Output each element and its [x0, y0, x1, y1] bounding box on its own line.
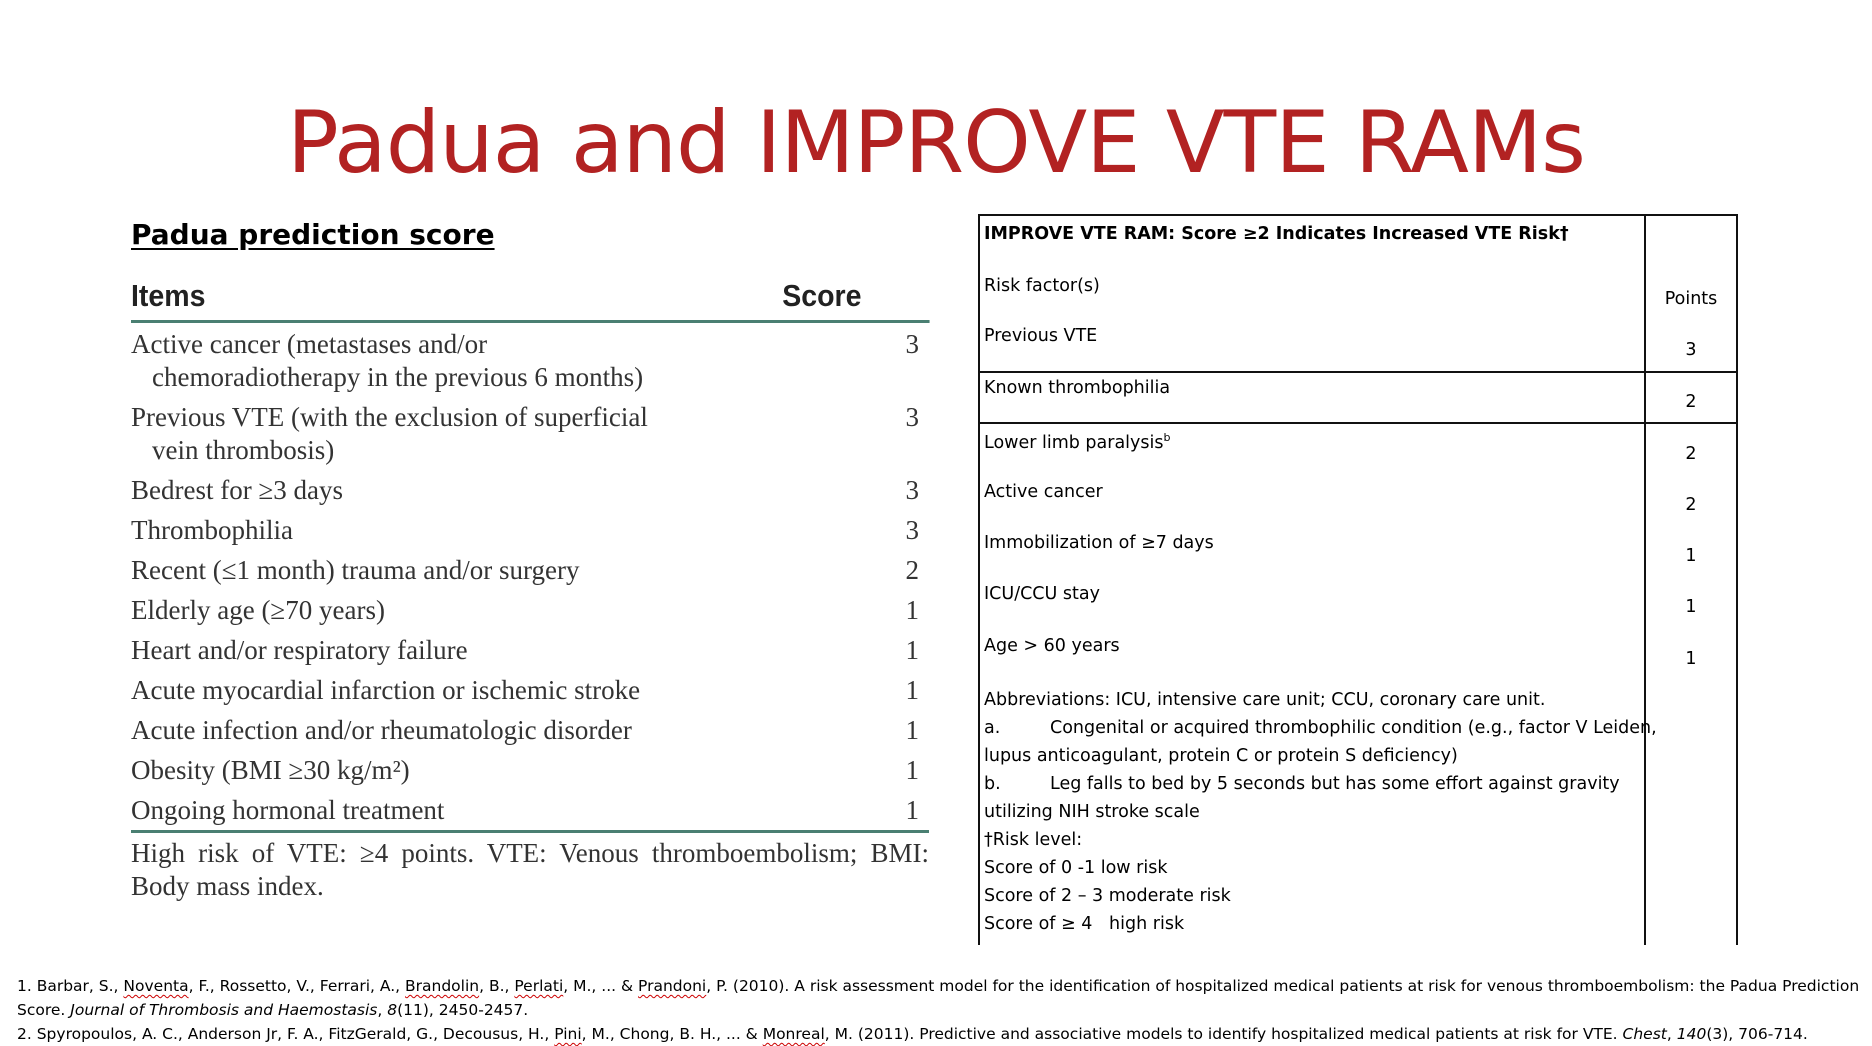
references: [17, 974, 1867, 1046]
padua-row: [131, 328, 929, 394]
padua-item: [131, 554, 871, 587]
risk-factor-label: Active cancer: [984, 482, 1103, 502]
risk-factor-label: Lower limb paralysis: [984, 432, 1164, 453]
padua-table-header: [131, 276, 930, 323]
row-divider: [980, 422, 1736, 424]
padua-item: [131, 634, 871, 667]
padua-item: [131, 794, 871, 827]
improve-risk-factor: [984, 326, 1097, 346]
padua-item-line1: Recent (≤1 month) trauma and/or surgery: [131, 555, 580, 585]
padua-score: 2: [905, 555, 919, 585]
column-divider: [1644, 216, 1646, 945]
padua-row: [131, 474, 929, 507]
padua-score: 1: [905, 595, 919, 625]
risk-factor-column-header: Risk factor(s): [984, 276, 1100, 296]
improve-points: 1: [1685, 546, 1697, 566]
padua-row: [131, 714, 929, 747]
improve-points: 3: [1685, 340, 1697, 360]
reference-2: 2. Spyropoulos, A. C., Anderson Jr, F. A., FitzGerald, G., Decousus, H., Pini, M., Chong, B. H., ... & Monreal, M. (2011). Predictive and associative models to identify hospitalized medical patients at risk for VTE. Chest, 140(3), 706-714.: [17, 1025, 1808, 1043]
footnote-marker: b: [1163, 431, 1171, 444]
padua-footnote: High risk of VTE: ≥4 points. VTE: Venous thromboembolism; BMI: Body mass index.: [131, 830, 929, 903]
padua-table: [131, 276, 929, 903]
improve-risk-factor: [984, 431, 1170, 453]
padua-item: [131, 674, 871, 707]
padua-item: [131, 474, 871, 507]
risk-high: Score of ≥ 4 high risk: [984, 914, 1185, 934]
score-column-header: Score: [782, 278, 862, 313]
padua-item-line1: Active cancer (metastases and/or: [131, 329, 488, 359]
padua-score: 3: [905, 329, 919, 359]
risk-level-label: †Risk level:: [984, 830, 1083, 850]
padua-row: [131, 554, 929, 587]
padua-item-line1: Heart and/or respiratory failure: [131, 635, 468, 665]
padua-score: 1: [905, 715, 919, 745]
risk-factor-label: Previous VTE: [984, 326, 1098, 346]
padua-item-line1: Acute myocardial infarction or ischemic stroke: [131, 675, 641, 705]
padua-item-line1: Thrombophilia: [131, 515, 293, 545]
padua-row: [131, 794, 929, 827]
padua-score: 3: [905, 402, 919, 432]
improve-risk-factor: [984, 378, 1170, 398]
padua-item-line2: chemoradiotherapy in the previous 6 months): [152, 362, 644, 392]
note-a-line2: lupus anticoagulant, protein C or protein S deficiency): [984, 746, 1458, 766]
points-column-header: Points: [1664, 289, 1718, 309]
items-column-header: Items: [131, 278, 206, 313]
note-b-line2: utilizing NIH stroke scale: [984, 802, 1200, 822]
improve-points: 2: [1685, 392, 1697, 412]
padua-item-line1: Bedrest for ≥3 days: [131, 475, 344, 505]
padua-item: [131, 754, 871, 787]
improve-header: IMPROVE VTE RAM: Score ≥2 Indicates Increased VTE Risk†: [984, 224, 1569, 244]
padua-heading: Padua prediction score: [131, 218, 495, 251]
improve-points: 2: [1685, 495, 1697, 515]
padua-item-line2: vein thrombosis): [152, 435, 335, 465]
padua-row: [131, 594, 929, 627]
risk-factor-label: Immobilization of ≥7 days: [984, 533, 1214, 553]
padua-item: [131, 714, 871, 747]
improve-points: 1: [1685, 597, 1697, 617]
padua-item-line1: Obesity (BMI ≥30 kg/m²): [131, 755, 410, 785]
reference-1: 1. Barbar, S., Noventa, F., Rossetto, V., Ferrari, A., Brandolin, B., Perlati, M., ... & Prandoni, P. (2010). A risk assessment model for the identification of hospitalized medical patients at risk for venous thromboembolism: the Padua Prediction Score. Journal of Thrombosis and Haemostasis, 8(11), 2450-2457.: [17, 977, 1860, 1019]
padua-score: 1: [905, 755, 919, 785]
row-divider: [980, 371, 1736, 373]
padua-item: [131, 514, 871, 547]
padua-row: [131, 674, 929, 707]
improve-points: 2: [1685, 444, 1697, 464]
padua-item: [131, 328, 871, 394]
note-b-line1: b. Leg falls to bed by 5 seconds but has some effort against gravity: [984, 774, 1620, 794]
padua-item: [131, 594, 871, 627]
risk-factor-label: ICU/CCU stay: [984, 584, 1100, 604]
padua-score: 3: [905, 475, 919, 505]
risk-factor-label: Age > 60 years: [984, 636, 1120, 656]
note-a-line1: a. Congenital or acquired thrombophilic condition (e.g., factor V Leiden,: [984, 718, 1657, 738]
risk-low: Score of 0 -1 low risk: [984, 858, 1168, 878]
padua-item: [131, 401, 871, 467]
improve-points: 1: [1685, 649, 1697, 669]
slide-title: Padua and IMPROVE VTE RAMs: [287, 93, 1585, 193]
padua-score: 1: [905, 635, 919, 665]
improve-risk-factor: [984, 636, 1120, 656]
padua-item-line1: Elderly age (≥70 years): [131, 595, 385, 625]
padua-score: 3: [905, 515, 919, 545]
padua-score: 1: [905, 795, 919, 825]
risk-moderate: Score of 2 – 3 moderate risk: [984, 886, 1231, 906]
padua-row: [131, 401, 929, 467]
improve-notes: [984, 686, 1657, 938]
padua-row: [131, 514, 929, 547]
padua-row: [131, 754, 929, 787]
padua-item-line1: Acute infection and/or rheumatologic disorder: [131, 715, 632, 745]
improve-risk-factor: [984, 584, 1100, 604]
improve-table: [978, 214, 1738, 945]
padua-score: 1: [905, 675, 919, 705]
improve-risk-factor: [984, 533, 1214, 553]
abbreviations-note: Abbreviations: ICU, intensive care unit; CCU, coronary care unit.: [984, 690, 1546, 710]
padua-rows: [131, 328, 929, 827]
padua-item-line1: Ongoing hormonal treatment: [131, 795, 445, 825]
risk-factor-label: Known thrombophilia: [984, 378, 1171, 398]
padua-row: [131, 634, 929, 667]
improve-risk-factor: [984, 482, 1103, 502]
padua-item-line1: Previous VTE (with the exclusion of superficial: [131, 402, 648, 432]
